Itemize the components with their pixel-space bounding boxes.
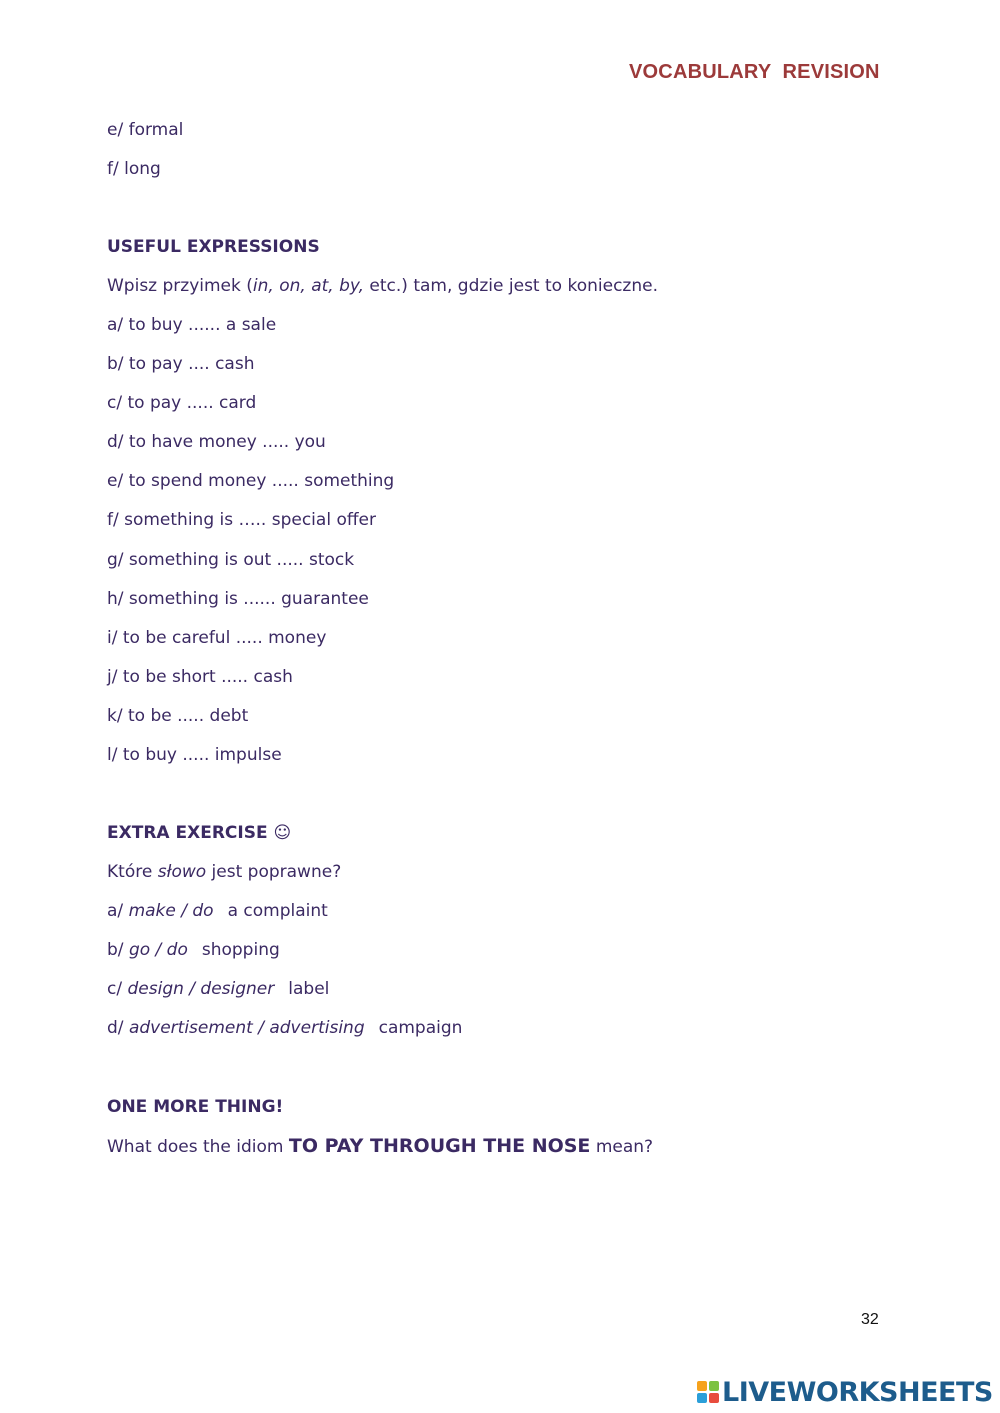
expression-item-k: k/ to be ..... debt	[107, 706, 249, 726]
logo-square-4	[709, 1393, 719, 1403]
expression-item-e: e/ to spend money ..... something	[107, 471, 395, 491]
liveworksheets-brand-text: LIVEWORKSHEETS	[722, 1376, 993, 1408]
expression-item-j: j/ to be short ..... cash	[107, 667, 293, 687]
extra-item-d: d/ advertisement / advertising campaign	[107, 1018, 463, 1038]
page-number: 32	[861, 1311, 879, 1328]
one-more-thing-heading: ONE MORE THING!	[107, 1097, 284, 1117]
useful-expressions-instruction: Wpisz przyimek (in, on, at, by, etc.) tam, gdzie jest to konieczne.	[107, 276, 658, 296]
logo-square-1	[697, 1381, 707, 1391]
extra-item-c: c/ design / designer label	[107, 979, 330, 999]
liveworksheets-brand[interactable]	[697, 1377, 993, 1407]
expression-item-c: c/ to pay ..... card	[107, 393, 257, 413]
extra-item-b-options: go / do	[128, 940, 188, 960]
extra-item-c-options: design / designer	[127, 979, 275, 999]
useful-expressions-heading: USEFUL EXPRESSIONS	[107, 237, 320, 257]
idiom-question: What does the idiom TO PAY THROUGH THE NOSE mean?	[107, 1135, 654, 1157]
extra-exercise-instruction: Które słowo jest poprawne?	[107, 862, 342, 882]
extra-item-b: b/ go / do shopping	[107, 940, 280, 960]
expression-item-a: a/ to buy ...... a sale	[107, 315, 277, 335]
expression-item-d: d/ to have money ..... you	[107, 432, 326, 452]
extra-item-a-options: make / do	[128, 901, 214, 921]
extra-item-d-options: advertisement / advertising	[128, 1018, 365, 1038]
logo-square-2	[709, 1381, 719, 1391]
expression-item-g: g/ something is out ..... stock	[107, 550, 355, 570]
extra-item-a: a/ make / do a complaint	[107, 901, 328, 921]
idiom-text: TO PAY THROUGH THE NOSE	[288, 1135, 591, 1157]
extra-exercise-heading: EXTRA EXERCISE ☺	[107, 823, 292, 843]
expression-item-f: f/ something is ….. special offer	[107, 510, 377, 530]
expression-item-l: l/ to buy ..... impulse	[107, 745, 282, 765]
expression-item-b: b/ to pay .... cash	[107, 354, 255, 374]
expression-item-h: h/ something is ...... guarantee	[107, 589, 369, 609]
continued-item-e: e/ formal	[107, 120, 184, 140]
logo-square-3	[697, 1393, 707, 1403]
expression-item-i: i/ to be careful ..... money	[107, 628, 327, 648]
liveworksheets-logo-icon	[697, 1381, 719, 1403]
continued-item-f: f/ long	[107, 159, 161, 179]
page-header-title: VOCABULARY REVISION	[629, 61, 880, 83]
